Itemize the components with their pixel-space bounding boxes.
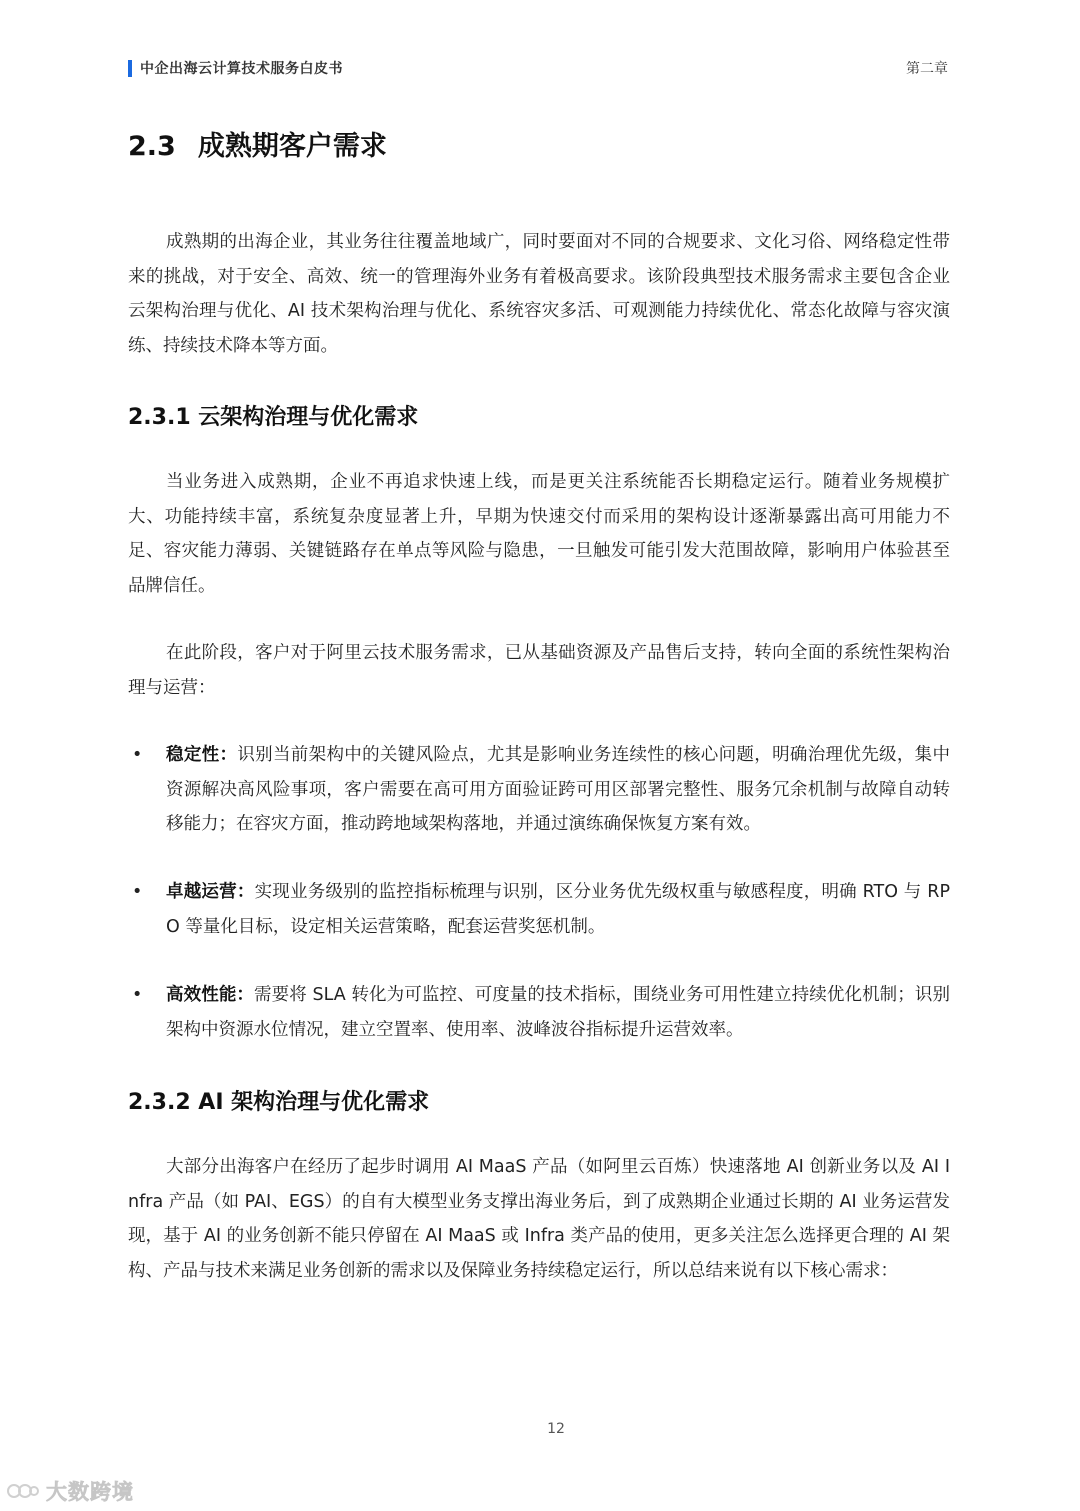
bullet-body: 实现业务级别的监控指标梳理与识别，区分业务优先级权重与敏感程度，明确 RTO 与 RPO 等量化目标，设定相关运营策略，配套运营奖惩机制。 — [166, 882, 951, 937]
bullet-text — [166, 875, 950, 944]
subsection-1-paragraph-1: 当业务进入成熟期，企业不再追求快速上线，而是更关注系统能否长期稳定运行。随着业务规模扩大、功能持续丰富，系统复杂度显著上升，早期为快速交付而采用的架构设计逐渐暴露出高可用能力不足、容灾能力薄弱、关键链路存在单点等风险与隐患，一旦触发可能引发大范围故障，影响用户体验甚至品牌信任。 — [128, 472, 950, 596]
header-title: 中企出海云计算技术服务白皮书 — [140, 61, 343, 77]
subsection-heading-2-3-2: 2.3.2 AI 架构治理与优化需求 — [128, 1090, 430, 1115]
watermark-text: 大数跨境 — [46, 1480, 134, 1504]
bullet-item-operations — [128, 875, 950, 944]
bullet-title: 高效性能： — [166, 985, 255, 1005]
header-chapter: 第二章 — [906, 61, 948, 77]
bullet-dot: • — [132, 745, 143, 765]
bullet-body: 需要将 SLA 转化为可监控、可度量的技术指标，围绕业务可用性建立持续优化机制；识别架构中资源水位情况，建立空置率、使用率、波峰波谷指标提升运营效率。 — [166, 985, 951, 1040]
bullet-item-stability — [128, 738, 950, 842]
subsection-1-paragraph-2: 在此阶段，客户对于阿里云技术服务需求，已从基础资源及产品售后支持，转向全面的系统性架构治理与运营： — [128, 643, 950, 698]
section-heading — [128, 124, 387, 163]
page-number: 12 — [547, 1421, 565, 1437]
subsection-heading-2-3-1: 2.3.1 云架构治理与优化需求 — [128, 405, 419, 430]
bullet-title: 卓越运营： — [166, 882, 255, 902]
section-number: 2.3 — [128, 131, 176, 162]
section-title: 成熟期客户需求 — [197, 131, 387, 162]
bullet-dot: • — [132, 882, 143, 902]
bullet-title: 稳定性： — [166, 745, 238, 765]
bullet-text — [166, 978, 950, 1047]
bullet-item-performance — [128, 978, 950, 1047]
subsection-2-paragraph-1: 大部分出海客户在经历了起步时调用 AI MaaS 产品（如阿里云百炼）快速落地 AI 创新业务以及 AI Infra 产品（如 PAI、EGS）的自有大模型业务支撑出海业务后，到了成熟期企业通过长期的 AI 业务运营发现，基于 AI 的业务创新不能只停留在 AI MaaS 或 Infra 类产品的使用，更多关注怎么选择更合理的 AI 架构、产品与技术来满足业务创新的需求以及保障业务持续稳定运行，所以总结来说有以下核心需求： — [128, 1157, 950, 1281]
watermark — [6, 1476, 134, 1506]
bullet-dot: • — [132, 985, 143, 1005]
watermark-logo-icon — [6, 1480, 40, 1502]
bullet-body: 识别当前架构中的关键风险点，尤其是影响业务连续性的核心问题，明确治理优先级，集中资源解决高风险事项，客户需要在高可用方面验证跨可用区部署完整性、服务冗余机制与故障自动转移能力；在容灾方面，推动跨地域架构落地，并通过演练确保恢复方案有效。 — [166, 745, 951, 834]
header-accent-bar — [128, 60, 132, 77]
bullet-text — [166, 738, 950, 842]
section-intro-paragraph: 成熟期的出海企业，其业务往往覆盖地域广，同时要面对不同的合规要求、文化习俗、网络稳定性带来的挑战，对于安全、高效、统一的管理海外业务有着极高要求。该阶段典型技术服务需求主要包含企业云架构治理与优化、AI 技术架构治理与优化、系统容灾多活、可观测能力持续优化、常态化故障与容灾演练、持续技术降本等方面。 — [128, 232, 950, 356]
